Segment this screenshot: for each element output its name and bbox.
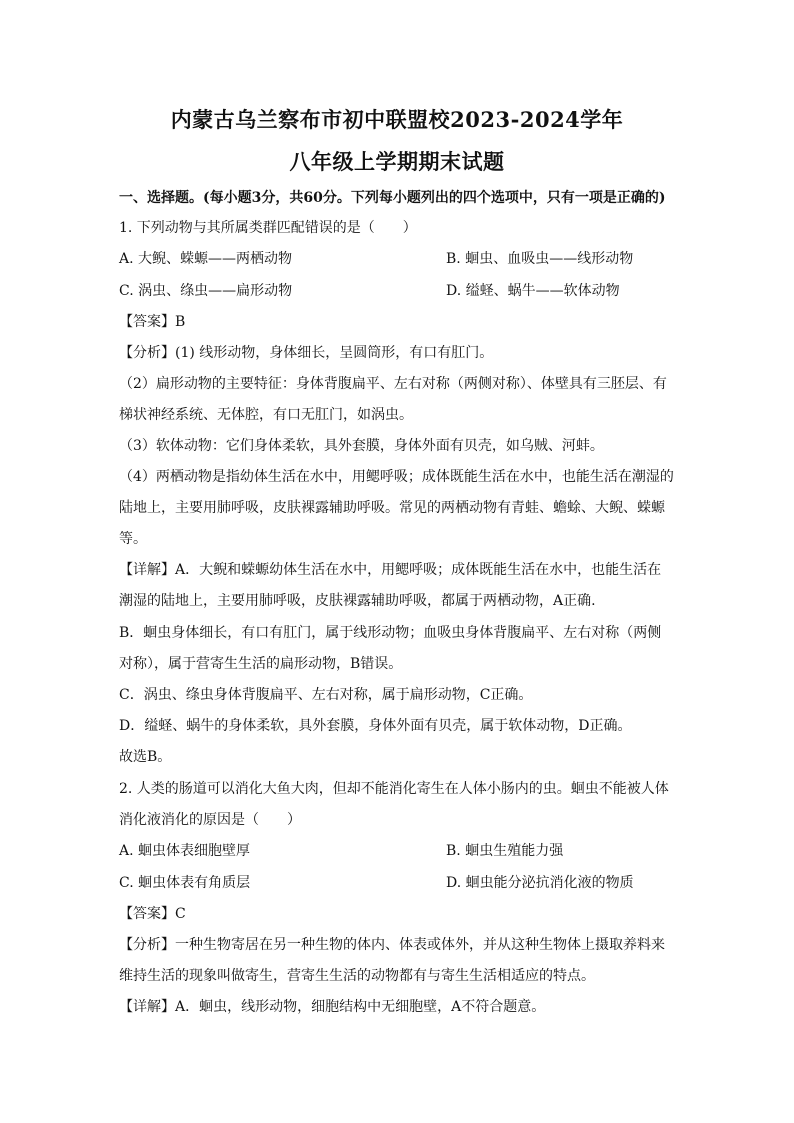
- document-title: 内蒙古乌兰察布市初中联盟校2023-2024学年: [170, 107, 624, 132]
- q1-option-a: A. 大鲵、蝾螈——两栖动物: [119, 251, 293, 267]
- q1-detail-line: 故选B。: [119, 749, 172, 765]
- section-heading: 一、选择题。(每小题3分，共60分。下列每小题列出的四个选项中，只有一项是正确的): [119, 190, 666, 206]
- q1-answer: 【答案】B: [119, 314, 186, 330]
- q1-detail-line: 【详解】A．大鲵和蝾螈幼体生活在水中，用鳃呼吸；成体既能生活在水中，也能生活在: [119, 562, 662, 578]
- q2-option-c: C. 蛔虫体表有角质层: [119, 875, 251, 891]
- q1-detail-line: C．涡虫、绦虫身体背腹扁平、左右对称，属于扁形动物，C正确。: [119, 687, 533, 703]
- q2-option-a: A. 蛔虫体表细胞壁厚: [119, 843, 251, 859]
- q2-option-b: B. 蛔虫生殖能力强: [446, 843, 564, 859]
- q1-stem: 1. 下列动物与其所属类群匹配错误的是（ ）: [119, 220, 417, 236]
- q1-option-c: C. 涡虫、绦虫——扁形动物: [119, 283, 293, 299]
- q1-analysis-line: 【分析】(1) 线形动物，身体细长，呈圆筒形，有口有肛门。: [119, 345, 494, 361]
- q1-option-b: B. 蛔虫、血吸虫——线形动物: [446, 251, 634, 267]
- q1-analysis-line: 陆地上，主要用肺呼吸，皮肤裸露辅助呼吸。常见的两栖动物有青蛙、蟾蜍、大鲵、蝾螈: [119, 500, 665, 516]
- q2-analysis-line: 维持生活的现象叫做寄生，营寄生生活的动物都有与寄生生活相适应的特点。: [119, 968, 595, 984]
- q2-stem-line: 2. 人类的肠道可以消化大鱼大肉，但却不能消化寄生在人体小肠内的虫。蛔虫不能被人体: [119, 781, 669, 797]
- q1-analysis-line: （3）软体动物：它们身体柔软，具外套膜，身体外面有贝壳，如乌贼、河蚌。: [119, 438, 604, 454]
- q1-analysis-line: 梯状神经系统、无体腔，有口无肛门，如涡虫。: [119, 407, 413, 423]
- q1-detail-line: B．蛔虫身体细长，有口有肛门，属于线形动物；血吸虫身体背腹扁平、左右对称（两侧: [119, 625, 662, 641]
- q1-analysis-line: 等。: [119, 531, 147, 547]
- q1-detail-line: D．缢蛏、蜗牛的身体柔软，具外套膜，身体外面有贝壳，属于软体动物，D正确。: [119, 718, 632, 734]
- q2-detail-line: 【详解】A．蛔虫，线形动物，细胞结构中无细胞壁，A不符合题意。: [119, 999, 546, 1015]
- q2-stem-line: 消化液消化的原因是（ ）: [119, 812, 301, 828]
- q1-option-d: D. 缢蛏、蜗牛——软体动物: [446, 283, 620, 299]
- q2-option-d: D. 蛔虫能分泌抗消化液的物质: [446, 875, 634, 891]
- q1-analysis-line: （4）两栖动物是指幼体生活在水中，用鳃呼吸；成体既能生活在水中，也能生活在潮湿的: [119, 469, 674, 485]
- q2-analysis-line: 【分析】一种生物寄居在另一种生物的体内、体表或体外，并从这种生物体上摄取养料来: [119, 937, 665, 953]
- q1-detail-line: 潮湿的陆地上，主要用肺呼吸，皮肤裸露辅助呼吸，都属于两栖动物，A正确.: [119, 593, 596, 609]
- q2-answer: 【答案】C: [119, 906, 186, 922]
- document-subtitle: 八年级上学期期末试题: [289, 149, 505, 174]
- q1-analysis-line: （2）扁形动物的主要特征：身体背腹扁平、左右对称（两侧对称）、体壁具有三胚层、有: [119, 376, 667, 392]
- q1-detail-line: 对称），属于营寄生生活的扁形动物，B错误。: [119, 656, 403, 672]
